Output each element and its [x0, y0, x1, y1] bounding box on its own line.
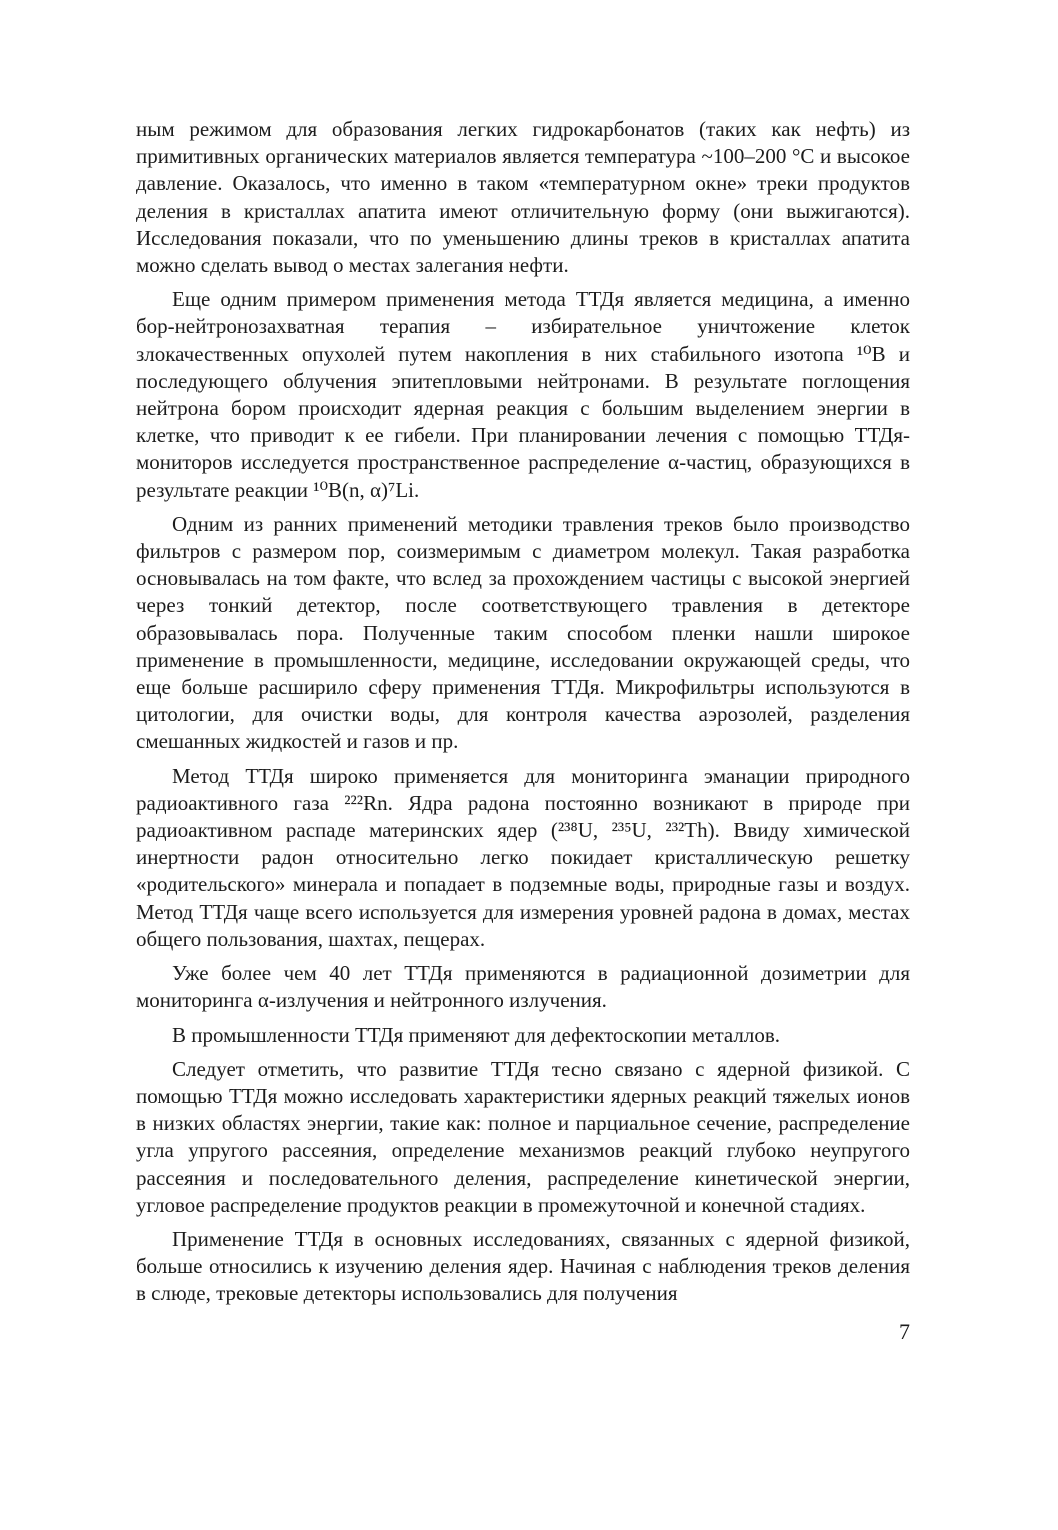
paragraph: Применение ТТДя в основных исследованиях, связанных с ядерной физикой, больше относились к изучению деления ядер. Начиная с наблюдения треков деления в слюде, трековые детекторы использовались для получения: [136, 1226, 910, 1306]
paragraph: Одним из ранних применений методики травления треков было производство фильтров с размером пор, соизмеримым с диаметром молекул. Такая разработка основывалась на том факте, что вслед за прохождением частицы с высокой энергией через тонкий детектор, после соответствующего травления в детекторе образовывалась пора. Полученные таким способом пленки нашли широкое применение в промышленности, медицине, исследовании окружающей среды, что еще больше расширило сферу применения ТТДя. Микрофильтры используются в цитологии, для очистки воды, для контроля качества аэрозолей, разделения смешанных жидкостей и газов и пр.: [136, 511, 910, 754]
paragraph: Метод ТТДя широко применяется для мониторинга эманации природного радиоактивного газа ²²²Rn. Ядра радона постоянно возникают в природе при радиоактивном распаде материнских ядер (²³⁸U, ²³⁵U, ²³²Th). Ввиду химической инертности радон относительно легко покидает кристаллическую решетку «родительского» минерала и попадает в подземные воды, природные газы и воздух. Метод ТТДя чаще всего используется для измерения уровней радона в домах, местах общего пользования, шахтах, пещерах.: [136, 763, 910, 951]
body-text: [136, 116, 910, 1315]
paragraph: Уже более чем 40 лет ТТДя применяются в радиационной дозиметрии для мониторинга α-излучения и нейтронного излучения.: [136, 961, 910, 1013]
paragraph: В промышленности ТТДя применяют для дефектоскопии металлов.: [172, 1022, 781, 1047]
paragraph: Следует отметить, что развитие ТТДя тесно связано с ядерной физикой. С помощью ТТДя можно исследовать характеристики ядерных реакций тяжелых ионов в низких областях энергии, такие как: полное и парциальное сечение, распределение угла упругого рассеяния, определение механизмов реакций глубоко неупругого рассеяния и последовательного деления, распределение кинетической энергии, угловое распределение продуктов реакции в промежуточной и конечной стадиях.: [136, 1056, 910, 1217]
page-number: 7: [899, 1319, 910, 1344]
paragraph: Еще одним примером применения метода ТТДя является медицина, а именно бор-нейтронозахватная терапия – избирательное уничтожение клеток злокачественных опухолей путем накопления в них стабильного изотопа ¹⁰B и последующего облучения эпитепловыми нейтронами. В результате поглощения нейтрона бором происходит ядерная реакция с большим выделением энергии в клетке, что приводит к ее гибели. При планировании лечения с помощью ТТДя-мониторов исследуется пространственное распределение α-частиц, образующихся в результате реакции ¹⁰B(n, α)⁷Li.: [136, 287, 910, 502]
paragraph: ным режимом для образования легких гидрокарбонатов (таких как нефть) из примитивных органических материалов является температура ~100–200 °С и высокое давление. Оказалось, что именно в таком «температурном окне» треки продуктов деления в кристаллах апатита имеют отличительную форму (они выжигаются). Исследования показали, что по уменьшению длины треков в кристаллах апатита можно сделать вывод о местах залегания нефти.: [136, 117, 910, 278]
